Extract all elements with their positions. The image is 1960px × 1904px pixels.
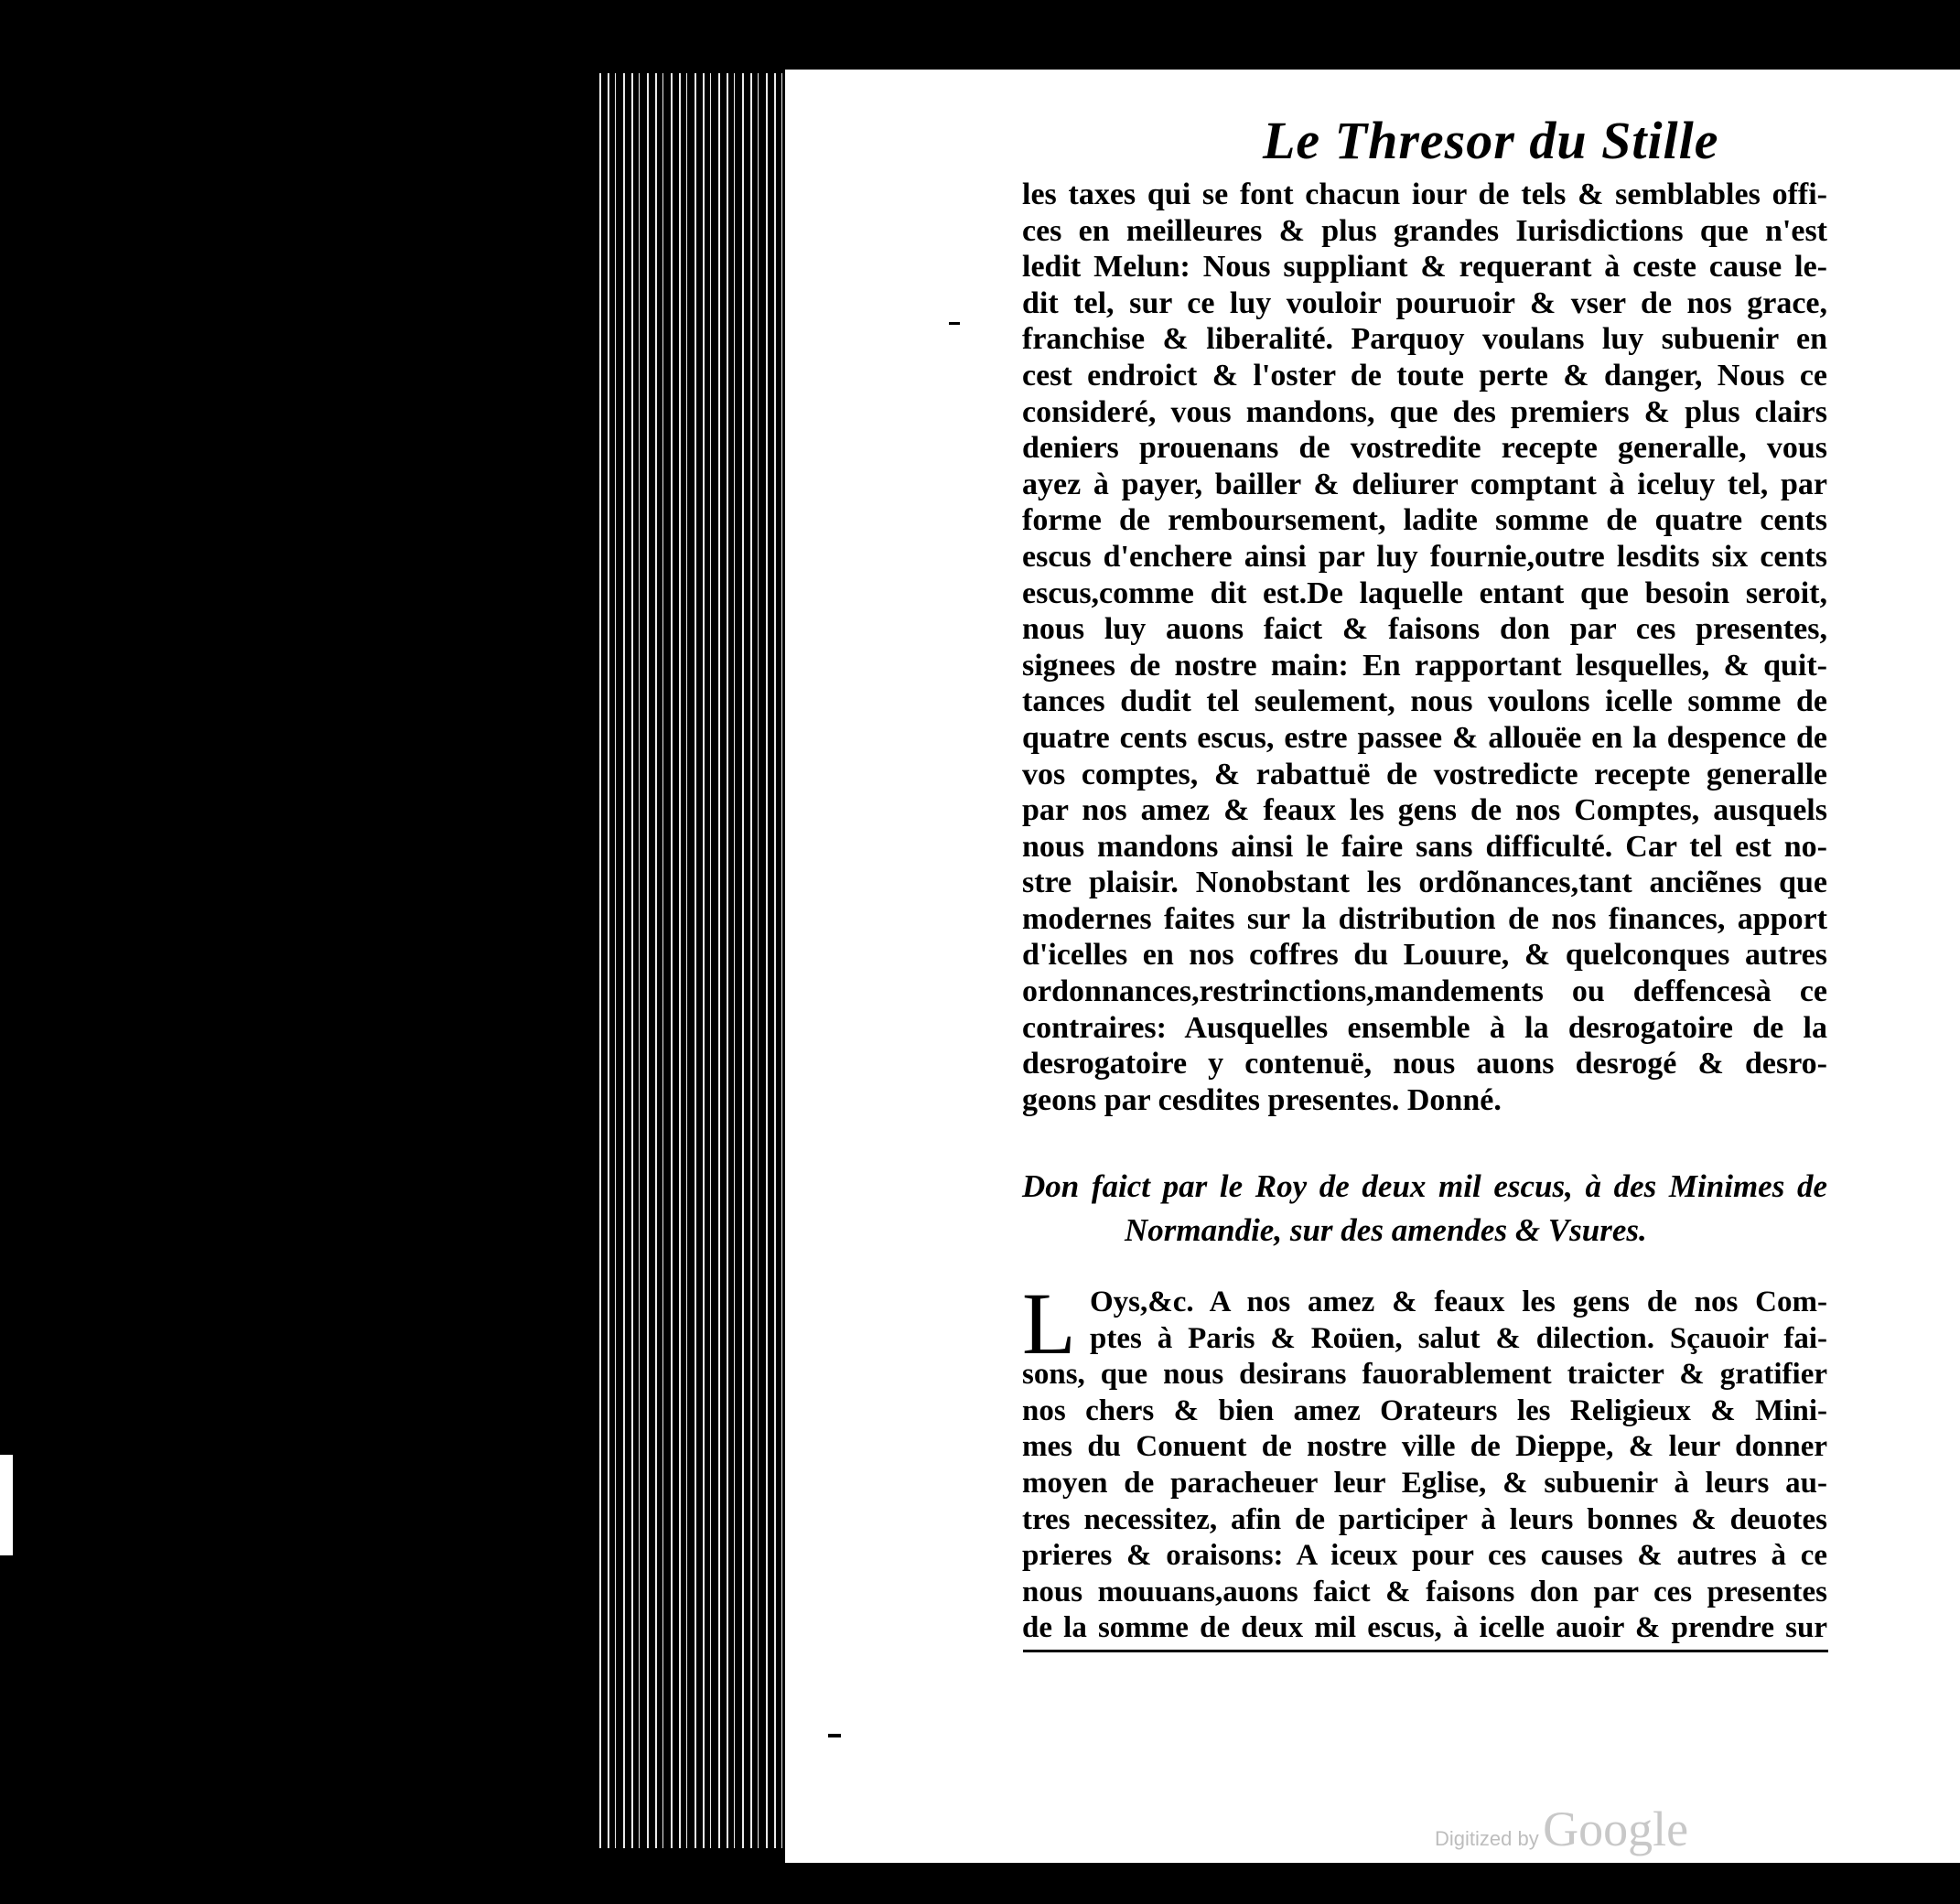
text-line: franchise & liberalité. Parquoy voulans luy subuenir en bbox=[1022, 322, 1827, 357]
scan-artifact-dash bbox=[828, 1734, 841, 1737]
drop-cap: L bbox=[1022, 1275, 1076, 1372]
text-line: ptes à Paris & Roüen, salut & dilection. Sçauoir fai- bbox=[1090, 1321, 1827, 1355]
heading-line-1: Don faict par le Roy de deux mil escus, à des Minimes de bbox=[1022, 1168, 1827, 1204]
scan-artifact-line bbox=[1023, 1650, 1828, 1652]
section-heading bbox=[1022, 1165, 1827, 1253]
text-line: sons, que nous desirans fauorablement traicter & gratifier bbox=[1022, 1358, 1827, 1392]
text-line: ordonnances,restrinctions,mandements ou deffencesà ce bbox=[1022, 974, 1827, 1009]
text-line: par nos amez & feaux les gens de nos Comptes, ausquels bbox=[1022, 793, 1827, 828]
text-line: cest endroict & l'oster de toute perte & danger, Nous ce bbox=[1022, 358, 1827, 393]
text-line: stre plaisir. Nonobstant les ordõnances,tant anciẽnes que bbox=[1022, 866, 1827, 900]
paragraph-1 bbox=[1022, 177, 1827, 1118]
text-line: les taxes qui se font chacun iour de tels & semblables offi- bbox=[1022, 177, 1827, 211]
text-line: nos chers & bien amez Orateurs les Religieux & Mini- bbox=[1022, 1393, 1827, 1427]
text-line: nous mouuans,auons faict & faisons don par ces presentes bbox=[1022, 1575, 1827, 1608]
text-line: moyen de paracheuer leur Eglise, & subuenir à leurs au- bbox=[1022, 1466, 1827, 1500]
text-line: tres necessitez, afin de participer à leurs bonnes & deuotes bbox=[1022, 1502, 1827, 1536]
text-line: d'icelles en nos coffres du Louure, & quelconques autres bbox=[1022, 938, 1827, 973]
google-logo: Google bbox=[1543, 1802, 1689, 1856]
text-line: contraires: Ausquelles ensemble à la desrogatoire de la bbox=[1022, 1010, 1827, 1045]
text-line: modernes faites sur la distribution de nos finances, apport bbox=[1022, 901, 1827, 936]
running-title: Le Thresor du Stille bbox=[1263, 111, 1719, 170]
text-line: nous mandons ainsi le faire sans difficulté. Car tel est no- bbox=[1022, 829, 1827, 864]
text-line: vos comptes, & rabattuë de vostredicte recepte generalle bbox=[1022, 757, 1827, 791]
text-line: ledit Melun: Nous suppliant & requerant à ceste cause le- bbox=[1022, 250, 1827, 285]
text-line: quatre cents escus, estre passee & allouëe en la despence de bbox=[1022, 720, 1827, 755]
text-line: tances dudit tel seulement, nous voulons icelle somme de bbox=[1022, 684, 1827, 719]
text-line: escus d'enchere ainsi par luy fournie,outre lesdits six cents bbox=[1022, 539, 1827, 574]
scan-artifact-dash bbox=[949, 322, 960, 325]
paragraph-2 bbox=[1022, 1275, 1827, 1646]
text-line: deniers prouenans de vostredite recepte generalle, vous bbox=[1022, 431, 1827, 466]
heading-line-2: Normandie, sur des amendes & Vsures. bbox=[1125, 1212, 1647, 1248]
text-line: ces en meilleures & plus grandes Iurisdictions que n'est bbox=[1022, 213, 1827, 248]
text-line: forme de remboursement, ladite somme de quatre cents bbox=[1022, 503, 1827, 538]
page-edges bbox=[599, 73, 787, 1848]
text-line: signees de nostre main: En rapportant lesquelles, & quit- bbox=[1022, 648, 1827, 683]
text-line: ayez à payer, bailler & deliurer comptant à iceluy tel, par bbox=[1022, 467, 1827, 501]
text-line: consideré, vous mandons, que des premiers & plus clairs bbox=[1022, 394, 1827, 429]
text-line: de la somme de deux mil escus, à icelle auoir & prendre sur bbox=[1022, 1611, 1827, 1645]
text-line: desrogatoire y contenuë, nous auons desrogé & desro- bbox=[1022, 1047, 1827, 1081]
text-line: dit tel, sur ce luy vouloir pouruoir & vser de nos grace, bbox=[1022, 285, 1827, 320]
watermark-prefix: Digitized by bbox=[1435, 1827, 1539, 1850]
text-line: nous luy auons faict & faisons don par ces presentes, bbox=[1022, 612, 1827, 647]
text-line: escus,comme dit est.De laquelle entant que besoin seroit, bbox=[1022, 576, 1827, 610]
left-margin-artifact bbox=[0, 1455, 13, 1555]
text-line: mes du Conuent de nostre ville de Dieppe, & leur donner bbox=[1022, 1430, 1827, 1464]
text-line: geons par cesdites presentes. Donné. bbox=[1022, 1082, 1502, 1117]
text-line: prieres & oraisons: A iceux pour ces causes & autres à ce bbox=[1022, 1539, 1827, 1573]
bottom-scan-shadow bbox=[997, 1874, 1960, 1904]
digitized-watermark bbox=[1435, 1801, 1688, 1857]
text-line: Oys,&c. A nos amez & feaux les gens de nos Com- bbox=[1090, 1285, 1827, 1318]
